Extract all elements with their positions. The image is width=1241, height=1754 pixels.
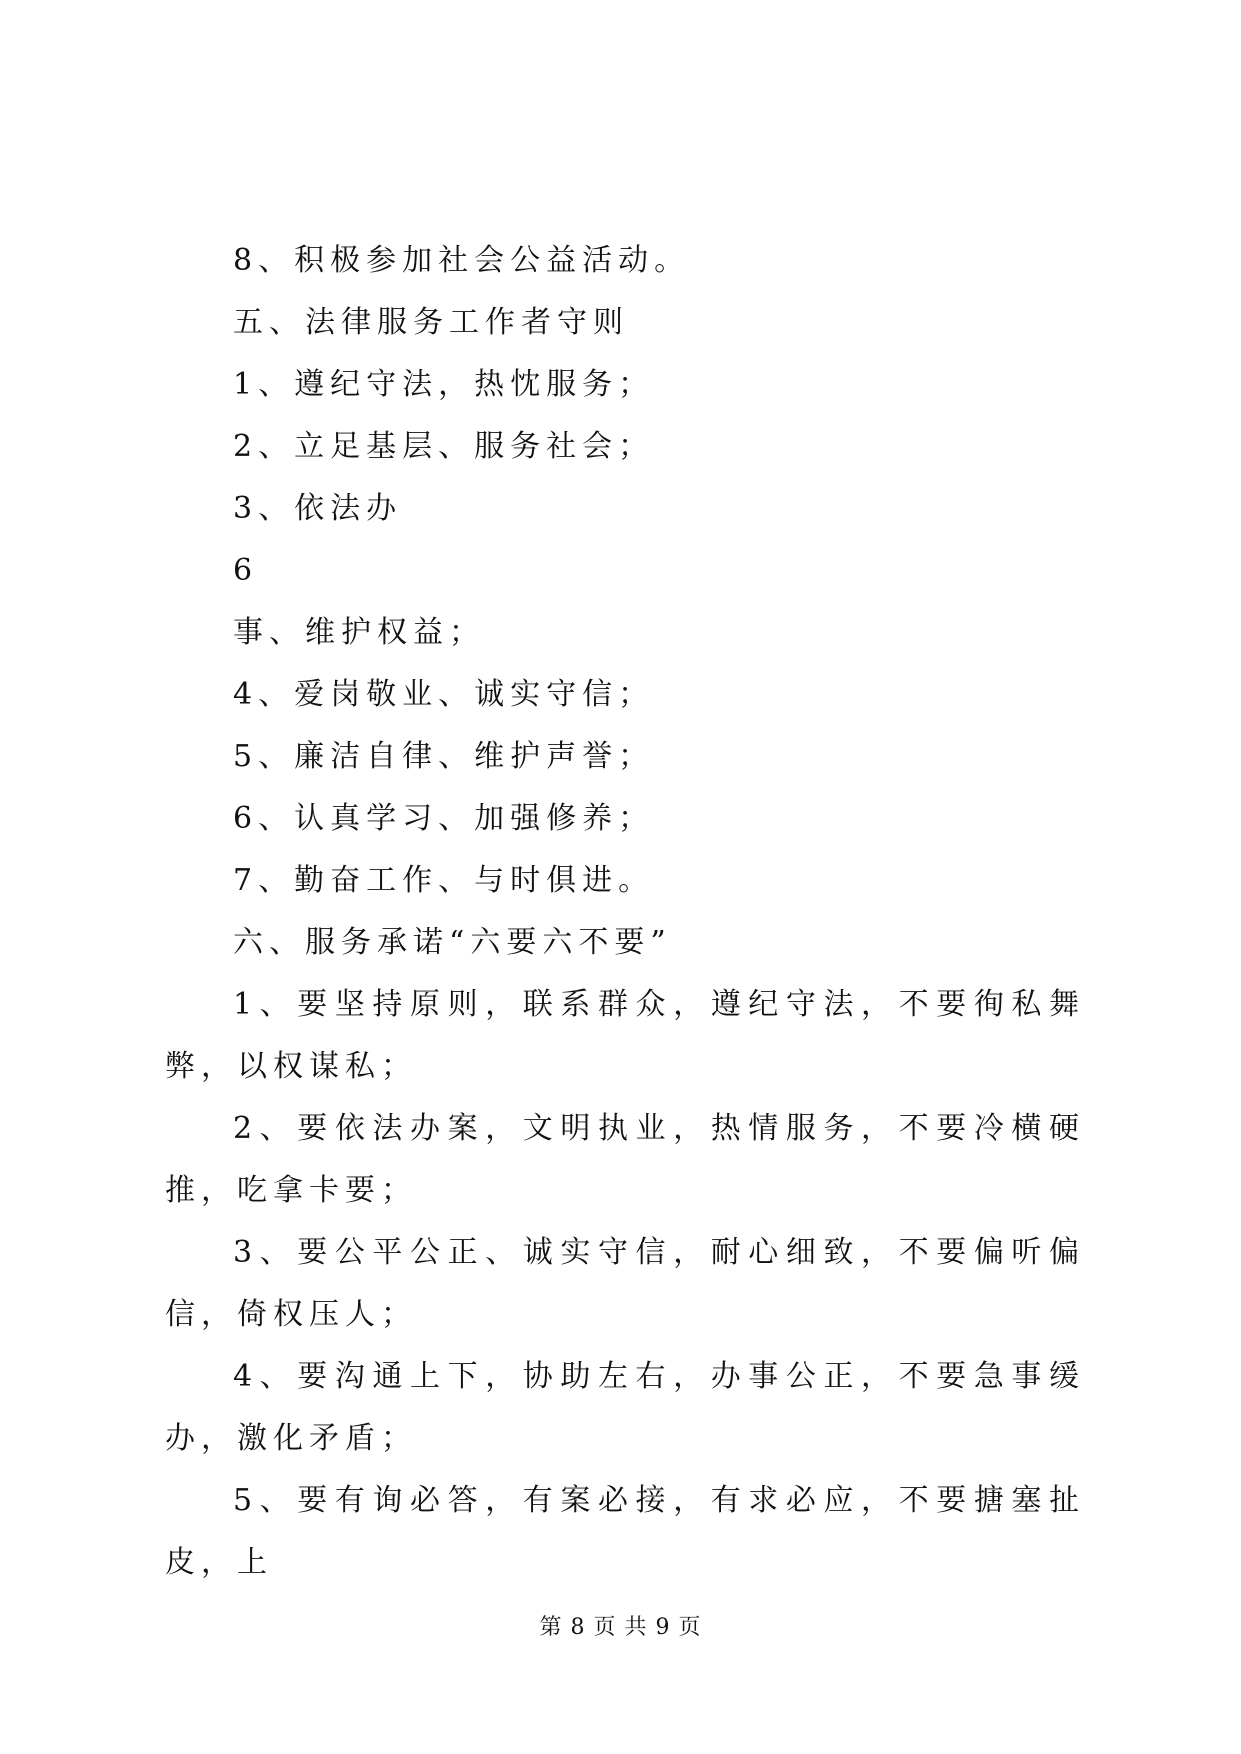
section-heading: 六、服务承诺“六要六不要” xyxy=(233,925,672,960)
text-line: 3、依法办 xyxy=(233,491,403,526)
paragraph: 2、要依法办案，文明执业，热情服务，不要冷横硬推，吃拿卡要； xyxy=(165,1111,1085,1208)
paragraph: 3、要公平公正、诚实守信，耐心细致，不要偏听偏信，倚权压人； xyxy=(165,1235,1085,1332)
paragraph: 1、要坚持原则，联系群众，遵纪守法，不要徇私舞弊，以权谋私； xyxy=(165,987,1085,1084)
text-line: 7、勤奋工作、与时俱进。 xyxy=(233,863,655,898)
text-line: 6、认真学习、加强修养； xyxy=(233,801,655,836)
text-line: 1、遵纪守法，热忱服务； xyxy=(233,367,655,402)
paragraph: 5、要有询必答，有案必接，有求必应，不要搪塞扯皮，上 xyxy=(165,1483,1085,1580)
section-heading: 五、法律服务工作者守则 xyxy=(233,305,629,340)
text-line: 4、爱岗敬业、诚实守信； xyxy=(233,677,655,712)
stray-number: 6 xyxy=(233,553,259,588)
text-line: 2、立足基层、服务社会； xyxy=(233,429,655,464)
text-line: 5、廉洁自律、维护声誉； xyxy=(233,739,655,774)
text-line: 8、积极参加社会公益活动。 xyxy=(233,243,691,278)
text-line: 事、维护权益； xyxy=(233,615,485,650)
paragraph: 4、要沟通上下，协助左右，办事公正，不要急事缓办，激化矛盾； xyxy=(165,1359,1085,1456)
document-body xyxy=(165,230,1085,1594)
page-footer: 第 8 页 共 9 页 xyxy=(539,1615,702,1640)
